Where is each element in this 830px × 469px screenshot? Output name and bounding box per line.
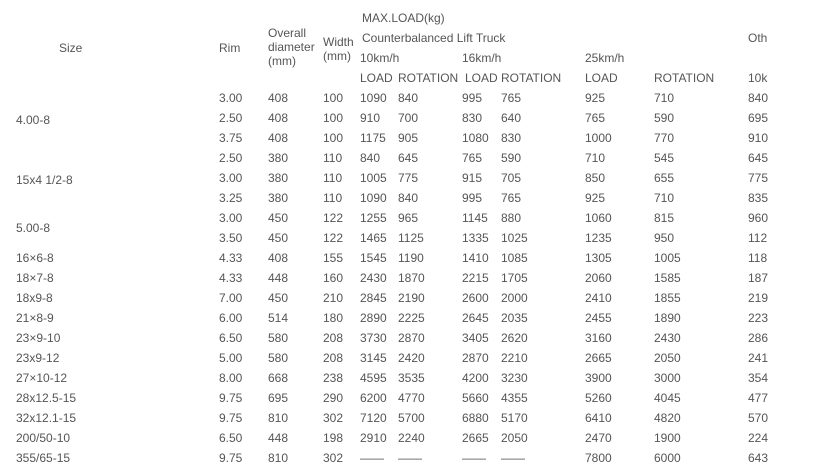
cell-diameter: 448 bbox=[268, 271, 289, 285]
cell-rotation-25: 4820 bbox=[654, 411, 681, 425]
cell-load-10: 910 bbox=[360, 111, 381, 125]
cell-width: 238 bbox=[323, 371, 344, 385]
cell-other: 223 bbox=[748, 311, 769, 325]
cell-rotation-16: 5170 bbox=[501, 411, 528, 425]
cell-other: 570 bbox=[748, 411, 769, 425]
cell-diameter: 810 bbox=[268, 451, 289, 465]
cell-size: 355/65-15 bbox=[16, 451, 71, 465]
cell-rotation-16: 2050 bbox=[501, 431, 528, 445]
cell-load-10: 2890 bbox=[360, 311, 387, 325]
cell-rim: 3.75 bbox=[219, 131, 243, 145]
cell-rotation-25: 4045 bbox=[654, 391, 681, 405]
cell-width: 160 bbox=[323, 271, 344, 285]
cell-other: 910 bbox=[748, 131, 769, 145]
cell-diameter: 408 bbox=[268, 131, 289, 145]
cell-rotation-10: 2870 bbox=[398, 331, 425, 345]
cell-load-25: 5260 bbox=[585, 391, 612, 405]
cell-rotation-10: 905 bbox=[398, 131, 419, 145]
cell-load-25: 925 bbox=[585, 91, 606, 105]
cell-load-25: 850 bbox=[585, 171, 606, 185]
cell-rotation-16: 830 bbox=[501, 131, 522, 145]
cell-rim: 4.33 bbox=[219, 251, 243, 265]
cell-rotation-16: 590 bbox=[501, 151, 522, 165]
cell-size: 16×6-8 bbox=[16, 251, 54, 265]
cell-load-10: 1090 bbox=[360, 91, 387, 105]
cell-rotation-10: —— bbox=[398, 451, 422, 465]
header-speed-25: 25km/h bbox=[585, 51, 625, 65]
header-rotation-10: ROTATION bbox=[398, 71, 459, 85]
header-load-25: LOAD bbox=[585, 71, 618, 85]
cell-rotation-16: 765 bbox=[501, 91, 522, 105]
cell-size: 27×10-12 bbox=[16, 371, 68, 385]
cell-load-25: 1305 bbox=[585, 251, 612, 265]
cell-rotation-25: 1855 bbox=[654, 291, 681, 305]
cell-width: 122 bbox=[323, 231, 344, 245]
cell-width: 208 bbox=[323, 351, 344, 365]
cell-rotation-16: —— bbox=[501, 451, 525, 465]
cell-load-25: 925 bbox=[585, 191, 606, 205]
cell-other: 477 bbox=[748, 391, 769, 405]
header-width bbox=[323, 35, 354, 63]
cell-other: 775 bbox=[748, 171, 769, 185]
header-speed-10k: 10k bbox=[748, 71, 768, 85]
cell-size: 32x12.1-15 bbox=[16, 411, 77, 425]
cell-width: 302 bbox=[323, 451, 344, 465]
cell-diameter: 450 bbox=[268, 211, 289, 225]
cell-rim: 8.00 bbox=[219, 371, 243, 385]
cell-width: 180 bbox=[323, 311, 344, 325]
cell-load-10: 1090 bbox=[360, 191, 387, 205]
header-overall-diameter-line3: (mm) bbox=[268, 54, 296, 68]
cell-diameter: 580 bbox=[268, 351, 289, 365]
cell-load-10: 6200 bbox=[360, 391, 387, 405]
cell-load-16: 765 bbox=[462, 151, 483, 165]
header-load-16: LOAD bbox=[465, 71, 498, 85]
header-other: Oth bbox=[748, 31, 768, 45]
cell-load-10: 840 bbox=[360, 151, 381, 165]
cell-rotation-25: 1585 bbox=[654, 271, 681, 285]
cell-width: 110 bbox=[323, 191, 343, 205]
cell-rotation-10: 965 bbox=[398, 211, 419, 225]
cell-load-25: 2060 bbox=[585, 271, 612, 285]
cell-other: 219 bbox=[748, 291, 769, 305]
cell-rim: 6.50 bbox=[219, 431, 243, 445]
cell-load-25: 3900 bbox=[585, 371, 612, 385]
cell-load-25: 2470 bbox=[585, 431, 612, 445]
cell-load-10: 7120 bbox=[360, 411, 387, 425]
cell-load-16: 1080 bbox=[462, 131, 489, 145]
cell-width: 100 bbox=[323, 131, 344, 145]
cell-rotation-16: 1025 bbox=[501, 231, 528, 245]
cell-width: 110 bbox=[323, 151, 343, 165]
cell-rotation-10: 2225 bbox=[398, 311, 425, 325]
cell-other: 695 bbox=[748, 111, 769, 125]
cell-rim: 6.50 bbox=[219, 331, 243, 345]
cell-load-16: 3405 bbox=[462, 331, 489, 345]
cell-load-25: 1060 bbox=[585, 211, 612, 225]
cell-rotation-16: 640 bbox=[501, 111, 522, 125]
cell-load-16: 2215 bbox=[462, 271, 489, 285]
cell-load-10: 1465 bbox=[360, 231, 387, 245]
cell-width: 302 bbox=[323, 411, 344, 425]
cell-load-10: —— bbox=[360, 451, 384, 465]
cell-size: 5.00-8 bbox=[16, 221, 51, 235]
cell-load-16: 2870 bbox=[462, 351, 489, 365]
cell-load-25: 1235 bbox=[585, 231, 612, 245]
cell-other: 224 bbox=[748, 431, 769, 445]
cell-diameter: 810 bbox=[268, 411, 289, 425]
cell-diameter: 380 bbox=[268, 151, 289, 165]
cell-size: 18×7-8 bbox=[16, 271, 54, 285]
cell-rotation-16: 4355 bbox=[501, 391, 528, 405]
cell-load-16: 1145 bbox=[462, 211, 488, 225]
cell-other: 354 bbox=[748, 371, 769, 385]
cell-width: 122 bbox=[323, 211, 344, 225]
cell-width: 208 bbox=[323, 331, 344, 345]
cell-diameter: 668 bbox=[268, 371, 289, 385]
cell-rim: 3.00 bbox=[219, 211, 243, 225]
cell-diameter: 695 bbox=[268, 391, 289, 405]
cell-rotation-25: 710 bbox=[654, 191, 675, 205]
cell-load-25: 765 bbox=[585, 111, 606, 125]
cell-diameter: 408 bbox=[268, 111, 289, 125]
cell-rim: 5.00 bbox=[219, 351, 243, 365]
cell-other: 645 bbox=[748, 151, 769, 165]
cell-rotation-16: 1085 bbox=[501, 251, 528, 265]
cell-load-10: 2910 bbox=[360, 431, 387, 445]
cell-rotation-16: 3230 bbox=[501, 371, 528, 385]
header-width-line2: (mm) bbox=[323, 49, 351, 63]
header-load-10: LOAD bbox=[360, 71, 393, 85]
cell-rotation-25: 6000 bbox=[654, 451, 681, 465]
cell-diameter: 380 bbox=[268, 171, 289, 185]
cell-diameter: 448 bbox=[268, 431, 289, 445]
cell-rotation-16: 2035 bbox=[501, 311, 528, 325]
header-truck-type: Counterbalanced Lift Truck bbox=[362, 31, 506, 45]
cell-other: 960 bbox=[748, 211, 769, 225]
cell-width: 100 bbox=[323, 111, 344, 125]
cell-load-25: 3160 bbox=[585, 331, 612, 345]
cell-load-25: 2410 bbox=[585, 291, 612, 305]
cell-rotation-25: 1900 bbox=[654, 431, 681, 445]
cell-rim: 4.33 bbox=[219, 271, 243, 285]
cell-width: 100 bbox=[323, 91, 344, 105]
cell-load-16: 830 bbox=[462, 111, 483, 125]
cell-rotation-10: 3535 bbox=[398, 371, 425, 385]
cell-load-10: 1005 bbox=[360, 171, 387, 185]
cell-size: 23×9-10 bbox=[16, 331, 61, 345]
cell-rim: 3.25 bbox=[219, 191, 243, 205]
cell-rim: 3.00 bbox=[219, 171, 243, 185]
cell-rotation-16: 2620 bbox=[501, 331, 528, 345]
cell-load-10: 2430 bbox=[360, 271, 387, 285]
cell-load-10: 2845 bbox=[360, 291, 387, 305]
cell-load-16: 2600 bbox=[462, 291, 489, 305]
cell-rotation-25: 590 bbox=[654, 111, 675, 125]
cell-load-10: 1545 bbox=[360, 251, 387, 265]
cell-rim: 3.00 bbox=[219, 91, 243, 105]
cell-load-10: 3145 bbox=[360, 351, 387, 365]
cell-rotation-10: 1870 bbox=[398, 271, 425, 285]
cell-diameter: 450 bbox=[268, 291, 289, 305]
cell-rotation-10: 2420 bbox=[398, 351, 425, 365]
cell-load-16: 1410 bbox=[462, 251, 489, 265]
cell-other: 286 bbox=[748, 331, 769, 345]
cell-load-16: 2645 bbox=[462, 311, 489, 325]
cell-rim: 2.50 bbox=[219, 151, 243, 165]
cell-other: 840 bbox=[748, 91, 769, 105]
cell-size: 23x9-12 bbox=[16, 351, 60, 365]
cell-rotation-16: 880 bbox=[501, 211, 522, 225]
cell-rim: 2.50 bbox=[219, 111, 243, 125]
cell-width: 110 bbox=[323, 171, 343, 185]
header-overall-diameter-line2: diameter bbox=[268, 40, 315, 54]
cell-diameter: 408 bbox=[268, 251, 289, 265]
cell-width: 290 bbox=[323, 391, 344, 405]
cell-load-10: 4595 bbox=[360, 371, 387, 385]
cell-rotation-16: 1705 bbox=[501, 271, 528, 285]
cell-rotation-10: 2190 bbox=[398, 291, 425, 305]
cell-load-16: 995 bbox=[462, 91, 483, 105]
header-speed-10: 10km/h bbox=[360, 51, 400, 65]
cell-width: 155 bbox=[323, 251, 344, 265]
cell-size: 15x4 1/2-8 bbox=[16, 173, 73, 187]
cell-diameter: 408 bbox=[268, 91, 289, 105]
cell-rotation-25: 2430 bbox=[654, 331, 681, 345]
cell-load-16: —— bbox=[462, 451, 486, 465]
cell-rotation-10: 1190 bbox=[398, 251, 424, 265]
cell-rotation-10: 1125 bbox=[398, 231, 424, 245]
cell-rotation-16: 2000 bbox=[501, 291, 528, 305]
cell-load-10: 1255 bbox=[360, 211, 387, 225]
cell-other: 187 bbox=[748, 271, 769, 285]
cell-load-25: 2665 bbox=[585, 351, 612, 365]
cell-load-16: 915 bbox=[462, 171, 483, 185]
cell-size: 4.00-8 bbox=[16, 113, 51, 127]
cell-size: 28x12.5-15 bbox=[16, 391, 77, 405]
header-rim: Rim bbox=[219, 41, 241, 55]
cell-rotation-25: 1005 bbox=[654, 251, 681, 265]
cell-rotation-16: 765 bbox=[501, 191, 522, 205]
cell-rotation-25: 710 bbox=[654, 91, 675, 105]
cell-rotation-10: 645 bbox=[398, 151, 419, 165]
header-speed-16: 16km/h bbox=[462, 51, 502, 65]
cell-diameter: 380 bbox=[268, 191, 289, 205]
cell-rotation-10: 840 bbox=[398, 91, 419, 105]
cell-rotation-25: 770 bbox=[654, 131, 675, 145]
cell-size: 200/50-10 bbox=[16, 431, 71, 445]
header-rotation-16: ROTATION bbox=[501, 71, 562, 85]
cell-load-10: 3730 bbox=[360, 331, 387, 345]
cell-load-25: 710 bbox=[585, 151, 606, 165]
cell-diameter: 580 bbox=[268, 331, 289, 345]
cell-rim: 9.75 bbox=[219, 451, 243, 465]
cell-diameter: 450 bbox=[268, 231, 289, 245]
cell-size: 21×8-9 bbox=[16, 311, 54, 325]
cell-load-16: 2665 bbox=[462, 431, 489, 445]
cell-rotation-25: 655 bbox=[654, 171, 675, 185]
cell-rotation-25: 2050 bbox=[654, 351, 681, 365]
cell-rotation-25: 1890 bbox=[654, 311, 681, 325]
header-size: Size bbox=[59, 41, 83, 55]
cell-load-16: 1335 bbox=[462, 231, 489, 245]
cell-width: 198 bbox=[323, 431, 344, 445]
cell-load-16: 6880 bbox=[462, 411, 489, 425]
cell-other: 643 bbox=[748, 451, 769, 465]
cell-rotation-10: 2240 bbox=[398, 431, 425, 445]
cell-rotation-25: 950 bbox=[654, 231, 675, 245]
cell-other: 112 bbox=[748, 231, 768, 245]
cell-rim: 9.75 bbox=[219, 411, 243, 425]
cell-other: 835 bbox=[748, 191, 769, 205]
cell-rotation-10: 4770 bbox=[398, 391, 425, 405]
header-width-line1: Width bbox=[323, 35, 354, 49]
cell-rotation-16: 705 bbox=[501, 171, 522, 185]
cell-load-25: 6410 bbox=[585, 411, 612, 425]
cell-rotation-10: 5700 bbox=[398, 411, 425, 425]
cell-load-16: 4200 bbox=[462, 371, 489, 385]
cell-other: 118 bbox=[748, 251, 768, 265]
header-overall-diameter bbox=[268, 26, 315, 68]
cell-load-16: 995 bbox=[462, 191, 483, 205]
header-max-load: MAX.LOAD(kg) bbox=[362, 11, 445, 25]
cell-rim: 6.00 bbox=[219, 311, 243, 325]
cell-rotation-16: 2210 bbox=[501, 351, 528, 365]
cell-load-16: 5660 bbox=[462, 391, 489, 405]
cell-rim: 3.50 bbox=[219, 231, 243, 245]
cell-diameter: 514 bbox=[268, 311, 289, 325]
cell-load-25: 1000 bbox=[585, 131, 612, 145]
cell-rotation-25: 3000 bbox=[654, 371, 681, 385]
cell-rotation-10: 775 bbox=[398, 171, 419, 185]
header-overall-diameter-line1: Overall bbox=[268, 26, 307, 40]
cell-other: 241 bbox=[748, 351, 769, 365]
cell-rim: 7.00 bbox=[219, 291, 243, 305]
cell-rim: 9.75 bbox=[219, 391, 243, 405]
cell-rotation-10: 840 bbox=[398, 191, 419, 205]
cell-rotation-10: 700 bbox=[398, 111, 419, 125]
cell-width: 210 bbox=[323, 291, 344, 305]
cell-rotation-25: 545 bbox=[654, 151, 675, 165]
cell-load-25: 7800 bbox=[585, 451, 612, 465]
cell-load-10: 1175 bbox=[360, 131, 386, 145]
cell-load-25: 2455 bbox=[585, 311, 612, 325]
cell-rotation-25: 815 bbox=[654, 211, 675, 225]
header-rotation-25: ROTATION bbox=[654, 71, 715, 85]
cell-size: 18x9-8 bbox=[16, 291, 53, 305]
